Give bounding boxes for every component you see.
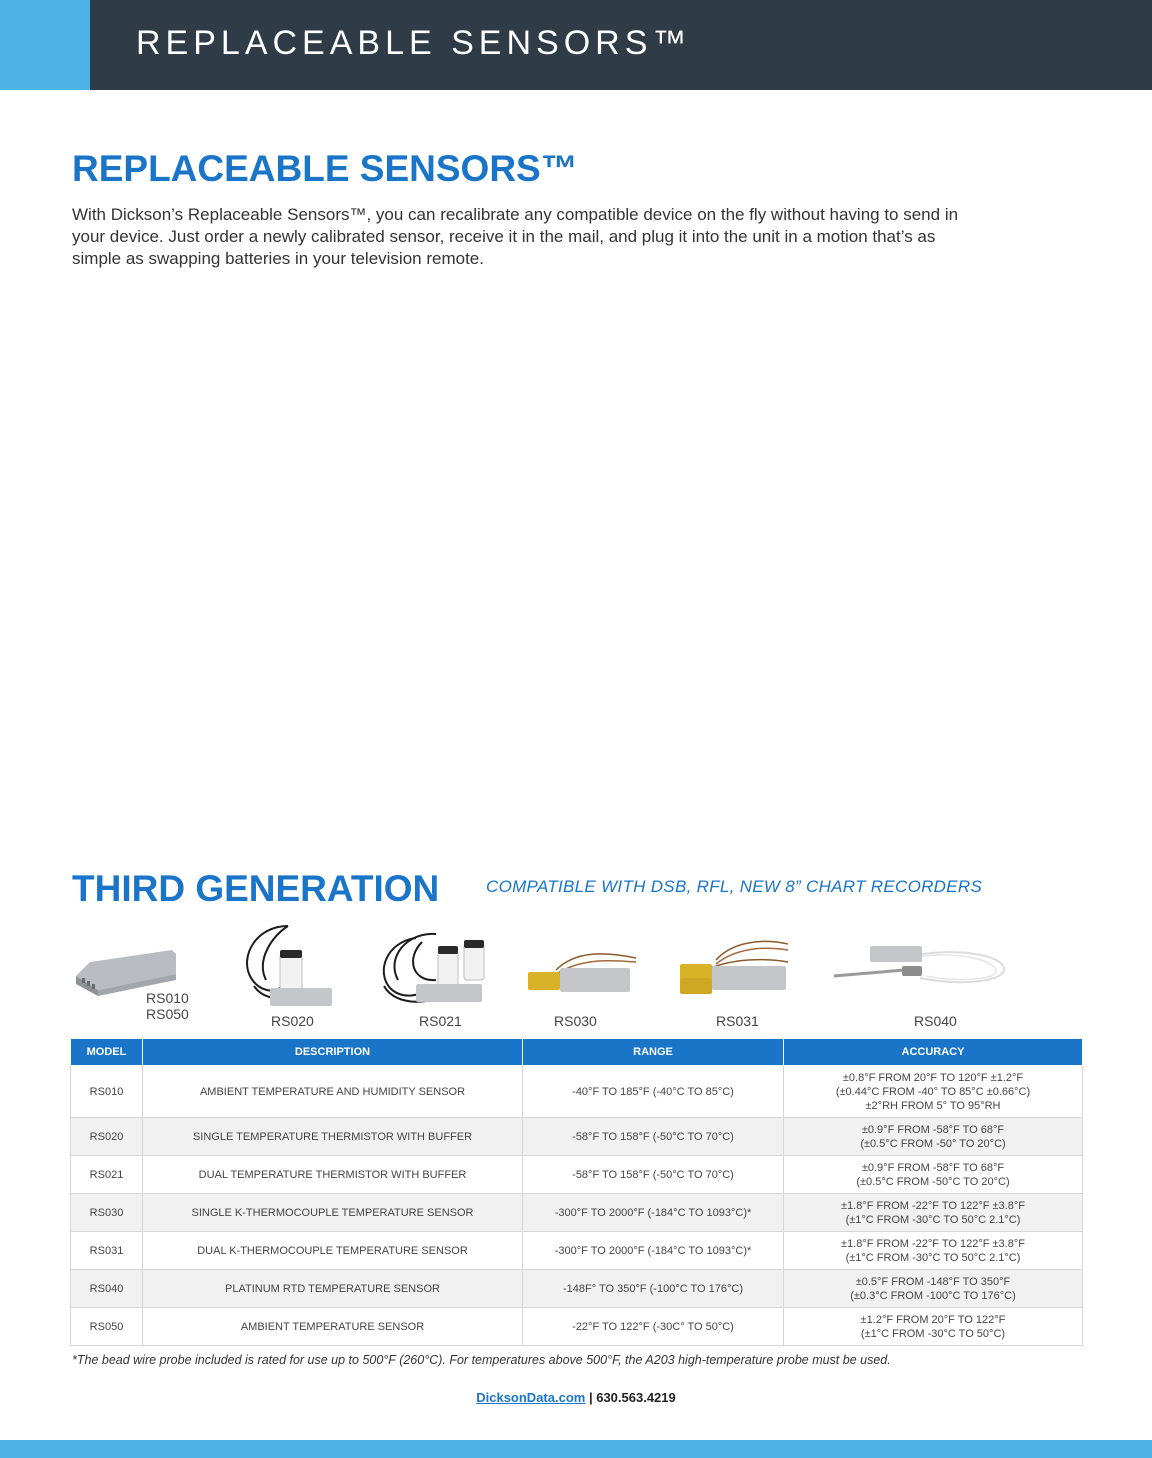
description-cell: DUAL TEMPERATURE THERMISTOR WITH BUFFER <box>143 1156 523 1194</box>
phone-number: 630.563.4219 <box>596 1390 676 1405</box>
product-image-rs031 <box>676 936 792 1000</box>
range-cell: -148F° TO 350°F (-100°C TO 176°C) <box>523 1270 784 1308</box>
accuracy-cell <box>784 1308 1083 1346</box>
range-cell: -58°F TO 158°F (-50°C TO 70°C) <box>523 1156 784 1194</box>
range-cell: -300°F TO 2000°F (-184°C TO 1093°C)* <box>523 1232 784 1270</box>
contact-separator: | <box>588 1390 593 1405</box>
accuracy-line: (±0.5°C FROM -50° TO 20°C) <box>860 1137 1006 1150</box>
product-label-rs040: RS040 <box>914 1013 957 1029</box>
range-cell: -58°F TO 158°F (-50°C TO 70°C) <box>523 1118 784 1156</box>
accuracy-line: ±1.8°F FROM -22°F TO 122°F ±3.8°F <box>841 1237 1025 1250</box>
accuracy-line: ±1.2°F FROM 20°F TO 122°F <box>860 1313 1006 1326</box>
table-row <box>71 1194 1083 1232</box>
column-header-model: MODEL <box>71 1039 143 1066</box>
model-cell: RS020 <box>71 1118 143 1156</box>
table-row <box>71 1308 1083 1346</box>
website-link[interactable]: DicksonData.com <box>476 1390 586 1405</box>
product-label-rs020: RS020 <box>271 1013 314 1029</box>
table-row <box>71 1156 1083 1194</box>
accuracy-cell <box>784 1194 1083 1232</box>
model-cell: RS010 <box>71 1066 143 1118</box>
model-cell: RS031 <box>71 1232 143 1270</box>
column-header-accuracy: ACCURACY <box>784 1039 1083 1066</box>
page-title: REPLACEABLE SENSORS™ <box>72 148 578 189</box>
description-cell: SINGLE TEMPERATURE THERMISTOR WITH BUFFER <box>143 1118 523 1156</box>
column-header-description: DESCRIPTION <box>143 1039 523 1066</box>
accuracy-line: (±0.5°C FROM -50°C TO 20°C) <box>856 1175 1010 1188</box>
contact-line <box>0 1390 1152 1405</box>
accuracy-line: ±0.9°F FROM -58°F TO 68°F <box>861 1161 1005 1174</box>
table-row <box>71 1232 1083 1270</box>
accuracy-line: (±0.3°C FROM -100°C TO 176°C) <box>850 1289 1016 1302</box>
description-cell: DUAL K-THERMOCOUPLE TEMPERATURE SENSOR <box>143 1232 523 1270</box>
accuracy-line: ±0.5°F FROM -148°F TO 350°F <box>855 1275 1011 1288</box>
model-cell: RS021 <box>71 1156 143 1194</box>
section-title: THIRD GENERATION <box>72 868 440 909</box>
table-header-row <box>71 1039 1083 1066</box>
accuracy-cell <box>784 1156 1083 1194</box>
footnote: *The bead wire probe included is rated for use up to 500°F (260°C). For temperatures above 500°F, the A203 high-temperature probe must be used. <box>72 1353 891 1367</box>
table-row <box>71 1270 1083 1308</box>
table-row <box>71 1118 1083 1156</box>
accuracy-line: ±0.8°F FROM 20°F TO 120°F ±1.2°F <box>842 1071 1024 1084</box>
accuracy-cell <box>784 1118 1083 1156</box>
description-cell: SINGLE K-THERMOCOUPLE TEMPERATURE SENSOR <box>143 1194 523 1232</box>
product-image-rs021 <box>376 922 488 1006</box>
column-header-range: RANGE <box>523 1039 784 1066</box>
table-row <box>71 1066 1083 1118</box>
model-cell: RS050 <box>71 1308 143 1346</box>
accuracy-line: ±2°RH FROM 5° TO 95°RH <box>865 1099 1001 1112</box>
product-image-rs040 <box>830 942 1010 1000</box>
accuracy-line: (±1°C FROM -30°C TO 50°C 2.1°C) <box>845 1251 1021 1264</box>
accuracy-line: (±1°C FROM -30°C TO 50°C 2.1°C) <box>845 1213 1021 1226</box>
range-cell: -300°F TO 2000°F (-184°C TO 1093°C)* <box>523 1194 784 1232</box>
accuracy-line: ±1.8°F FROM -22°F TO 122°F ±3.8°F <box>841 1199 1025 1212</box>
accuracy-cell <box>784 1270 1083 1308</box>
accuracy-line: (±0.44°C FROM -40° TO 85°C ±0.66°C) <box>835 1085 1031 1098</box>
description-cell: AMBIENT TEMPERATURE AND HUMIDITY SENSOR <box>143 1066 523 1118</box>
product-image-rs020 <box>236 916 336 1010</box>
description-cell: PLATINUM RTD TEMPERATURE SENSOR <box>143 1270 523 1308</box>
intro-paragraph: With Dickson’s Replaceable Sensors™, you can recalibrate any compatible device on the fly without having to send in your device. Just order a newly calibrated sensor, receive it in the mail, and plug it into the unit in a motion that’s as simple as swapping batteries in your television remote. <box>72 205 959 268</box>
description-cell: AMBIENT TEMPERATURE SENSOR <box>143 1308 523 1346</box>
header-title: REPLACEABLE SENSORS™ <box>136 24 692 62</box>
product-image-rs030 <box>526 946 638 1000</box>
range-cell: -40°F TO 185°F (-40°C TO 85°C) <box>523 1066 784 1118</box>
product-label-rs010: RS010 <box>146 990 189 1006</box>
product-label-rs031: RS031 <box>716 1013 759 1029</box>
spec-table <box>70 1038 1083 1346</box>
range-cell: -22°F TO 122°F (-30C° TO 50°C) <box>523 1308 784 1346</box>
section-subtitle: COMPATIBLE WITH DSB, RFL, NEW 8” CHART RECORDERS <box>486 877 983 896</box>
accuracy-line: ±0.9°F FROM -58°F TO 68°F <box>861 1123 1005 1136</box>
model-cell: RS040 <box>71 1270 143 1308</box>
product-label-rs021: RS021 <box>419 1013 462 1029</box>
product-label-rs030: RS030 <box>554 1013 597 1029</box>
header-accent-block <box>0 0 90 90</box>
product-label-rs050: RS050 <box>146 1006 189 1022</box>
model-cell: RS030 <box>71 1194 143 1232</box>
accuracy-cell <box>784 1232 1083 1270</box>
accuracy-cell <box>784 1066 1083 1118</box>
footer-bar <box>0 1440 1152 1458</box>
accuracy-line: (±1°C FROM -30°C TO 50°C) <box>860 1327 1006 1340</box>
